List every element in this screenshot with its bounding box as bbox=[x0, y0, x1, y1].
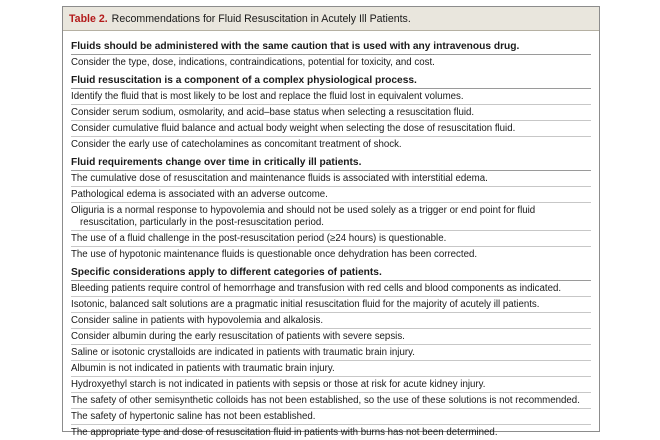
table-number: Table 2. bbox=[69, 12, 108, 25]
recommendation-item: The safety of hypertonic saline has not been established. bbox=[71, 409, 591, 425]
recommendation-item: The appropriate type and dose of resuscitation fluid in patients with burns has not been determined. bbox=[71, 426, 498, 438]
section-1 bbox=[71, 39, 591, 70]
recommendations-table bbox=[62, 6, 600, 438]
section-3 bbox=[71, 155, 591, 262]
section-heading: Fluid requirements change over time in critically ill patients. bbox=[71, 155, 591, 171]
recommendation-item: The safety of other semisynthetic colloids has not been established, so the use of these solutions is not recommended. bbox=[71, 393, 591, 409]
section-heading: Fluid resuscitation is a component of a complex physiological process. bbox=[71, 73, 591, 89]
recommendation-item: Consider the type, dose, indications, contraindications, potential for toxicity, and cost. bbox=[71, 56, 435, 68]
section-heading: Fluids should be administered with the same caution that is used with any intravenous drug. bbox=[71, 39, 591, 55]
table-title-bar bbox=[63, 7, 599, 31]
recommendation-item: Albumin is not indicated in patients with traumatic brain injury. bbox=[71, 361, 591, 377]
recommendation-item: Consider serum sodium, osmolarity, and acid–base status when selecting a resuscitation fluid. bbox=[71, 105, 591, 121]
recommendation-item: Oliguria is a normal response to hypovolemia and should not be used solely as a trigger or end point for fluid resuscitation, particularly in the post-resuscitation period. bbox=[71, 203, 591, 231]
recommendation-item: Bleeding patients require control of hemorrhage and transfusion with red cells and blood components as indicated. bbox=[71, 281, 591, 297]
recommendation-item: Saline or isotonic crystalloids are indicated in patients with traumatic brain injury. bbox=[71, 345, 591, 361]
table-title: Recommendations for Fluid Resuscitation in Acutely Ill Patients. bbox=[111, 12, 411, 25]
section-heading: Specific considerations apply to different categories of patients. bbox=[71, 265, 591, 281]
recommendation-item: Consider saline in patients with hypovolemia and alkalosis. bbox=[71, 313, 591, 329]
recommendation-item: Pathological edema is associated with an adverse outcome. bbox=[71, 187, 591, 203]
table-body bbox=[63, 31, 599, 440]
recommendation-item: The use of a fluid challenge in the post-resuscitation period (≥24 hours) is questionable. bbox=[71, 231, 591, 247]
recommendation-item: Consider the early use of catecholamines as concomitant treatment of shock. bbox=[71, 138, 402, 150]
recommendation-item: Identify the fluid that is most likely to be lost and replace the fluid lost in equivalent volumes. bbox=[71, 89, 591, 105]
section-4 bbox=[71, 265, 591, 440]
recommendation-item: Isotonic, balanced salt solutions are a pragmatic initial resuscitation fluid for the majority of acutely ill patients. bbox=[71, 297, 591, 313]
recommendation-item: Hydroxyethyl starch is not indicated in patients with sepsis or those at risk for acute kidney injury. bbox=[71, 377, 591, 393]
section-2 bbox=[71, 73, 591, 152]
recommendation-item: The cumulative dose of resuscitation and maintenance fluids is associated with interstitial edema. bbox=[71, 171, 591, 187]
recommendation-item: Consider cumulative fluid balance and actual body weight when selecting the dose of resuscitation fluid. bbox=[71, 121, 591, 137]
recommendation-item: Consider albumin during the early resuscitation of patients with severe sepsis. bbox=[71, 329, 591, 345]
recommendation-item: The use of hypotonic maintenance fluids is questionable once dehydration has been corrected. bbox=[71, 248, 478, 260]
